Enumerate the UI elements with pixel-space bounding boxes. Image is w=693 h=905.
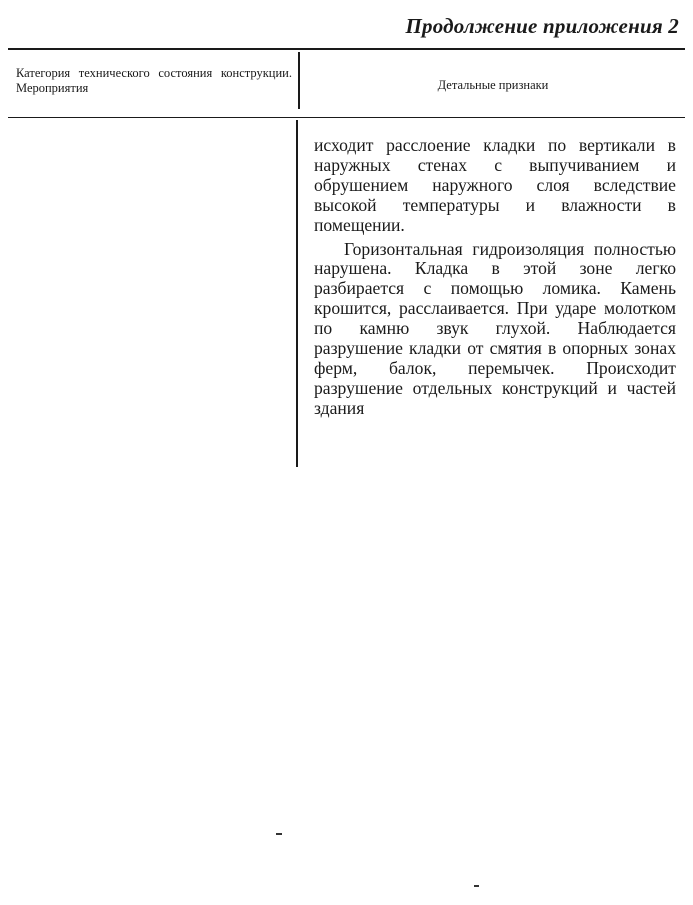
print-speck xyxy=(474,885,479,887)
print-speck xyxy=(276,833,282,835)
column-header-category: Категория технического состояния конструкции. Мероприятия xyxy=(16,66,292,95)
body-column-divider xyxy=(296,120,298,467)
details-paragraph-2: Горизонтальная гидроизоляция полностью нарушена. Кладка в этой зоне легко разбирается с помощью ломика. Камень крошится, расслаивается. При ударе молотком по камню звук глухой. Наблюдается разрушение кладки от смятия в опорных зонах ферм, балок, перемычек. Происходит разрушение отдельных конструкций и частей здания xyxy=(314,238,676,418)
details-cell xyxy=(314,136,676,419)
continuation-heading: Продолжение приложения 2 xyxy=(405,14,679,38)
column-header-details: Детальные признаки xyxy=(437,78,549,92)
table-header-rule xyxy=(8,117,685,118)
table-top-rule xyxy=(8,48,685,50)
details-paragraph-1: исходит расслоение кладки по вертикали в наружных стенах с выпучиванием и обрушением наружного слоя вследствие высокой температуры и влажности в помещении. xyxy=(314,135,676,235)
